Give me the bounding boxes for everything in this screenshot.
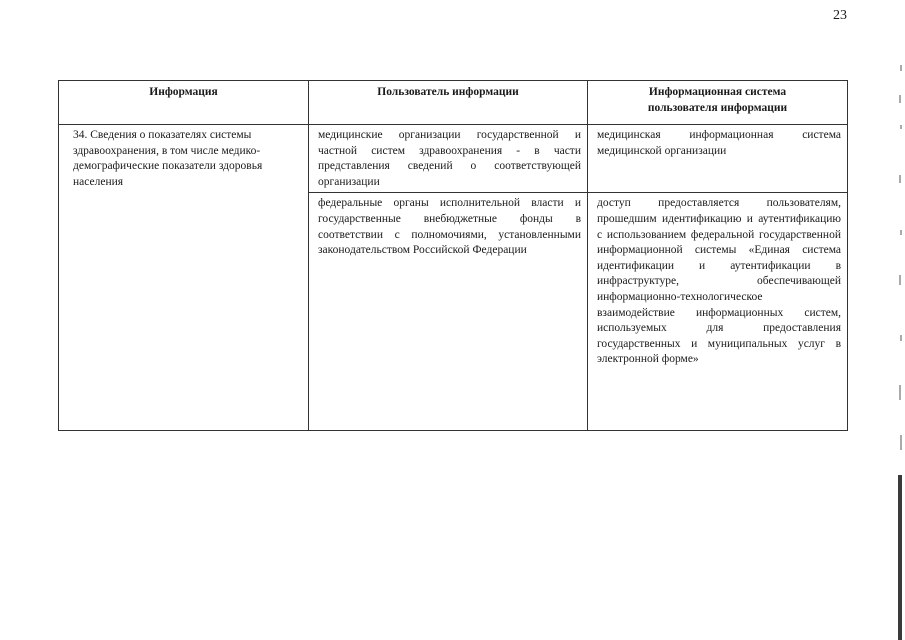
user-cell bbox=[309, 125, 588, 193]
info-text: 34. Сведения о показателях системы здравоохранения, в том числе медико-демографические показатели здоровья населения bbox=[73, 129, 263, 188]
page-number: 23 bbox=[833, 8, 847, 23]
system-cell bbox=[588, 193, 848, 431]
system-cell bbox=[588, 125, 848, 193]
user-cell bbox=[309, 193, 588, 431]
scan-edge-artifact bbox=[895, 55, 905, 640]
info-cell bbox=[59, 125, 309, 431]
user-text: медицинские организации государственной и частной систем здравоохранения - в части представления сведений о соответствующей организации bbox=[318, 129, 581, 188]
header-system bbox=[588, 81, 848, 125]
info-table bbox=[58, 80, 848, 431]
header-user: Пользователь информации bbox=[309, 81, 588, 125]
system-text: медицинская информационная система медицинской организации bbox=[597, 129, 841, 157]
table-header-row bbox=[59, 81, 848, 125]
user-text: федеральные органы исполнительной власти и государственные внебюджетные фонды в соответствии с полномочиями, установленными законодательством Российской Федерации bbox=[318, 197, 581, 257]
header-system-label: Информационная система пользователя информации bbox=[647, 86, 788, 114]
table-row bbox=[59, 125, 848, 193]
header-information: Информация bbox=[59, 81, 309, 125]
system-text: доступ предоставляется пользователям, прошедшим идентификацию и аутентификацию с использованием федеральной государственной информационной системы «Единая система идентификации и аутентификации в инфраструктуре, обеспечивающей информационно-технологическое взаимодействие информационных систем, используемых для предоставления государственных и муниципальных услуг в электронной форме» bbox=[597, 197, 841, 366]
